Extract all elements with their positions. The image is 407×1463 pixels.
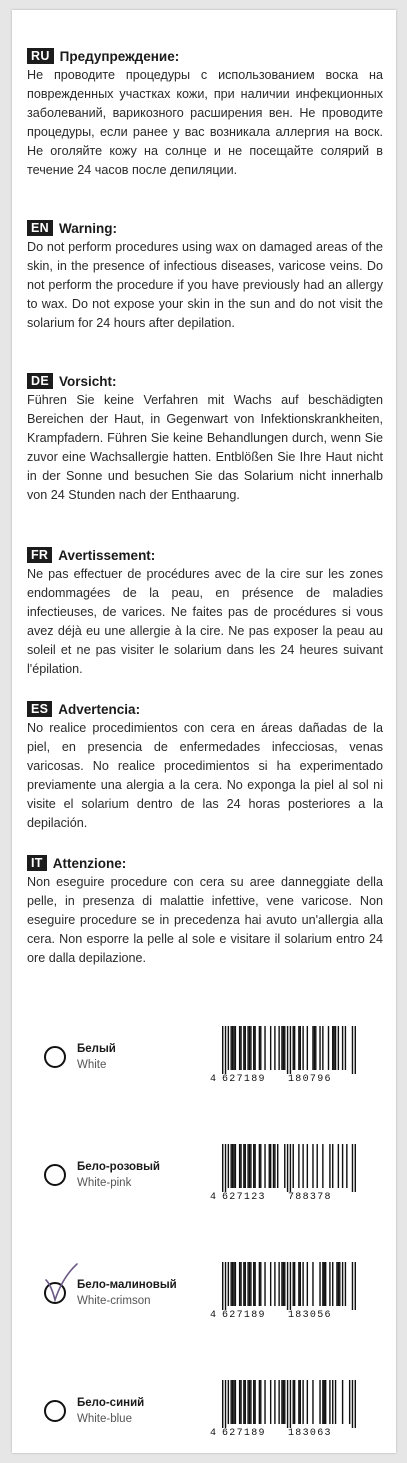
barcode-bar [302, 1144, 303, 1188]
barcode-bar [355, 1380, 356, 1428]
lang-code-badge: FR [27, 547, 52, 563]
barcode-bar [302, 1026, 303, 1070]
barcode-bar [338, 1026, 339, 1070]
barcode-bars [222, 1026, 356, 1074]
warning-text: No realice procedimientos con cera en áreas dañadas de la piel, en presencia de enfermedades infecciosas, venas varicosas. No realice procedimientos si ha experimentado previamente una alergia a la cera. No exponga la piel al sol ni visite el solarium dentro de las 24 horas posteriores a la depilación. [27, 721, 383, 830]
barcode-bar [328, 1026, 329, 1070]
barcode-bar [342, 1144, 343, 1188]
barcode-bar [259, 1262, 260, 1306]
variant-checkbox-circle [44, 1400, 66, 1422]
barcode-bar [249, 1144, 250, 1188]
warning-en [27, 219, 383, 333]
barcode-bars [222, 1262, 356, 1310]
warning-text: Не проводите процедуры с использованием воска на поврежденных участках кожи, при наличии инфекционных заболеваний, варикозного расширения вен. Не проводите процедуры, если ранее у вас возникала аллергия на воск. Не оголяйте кожу на солнце и не посещайте солярий в течение 24 часов после депиляции. [27, 68, 383, 177]
barcode-bar [239, 1380, 240, 1424]
barcode-bar [290, 1380, 291, 1428]
barcode-bars [222, 1380, 356, 1428]
barcode-bar [290, 1262, 291, 1310]
lang-code-badge: DE [27, 373, 53, 389]
barcode-bar [247, 1380, 248, 1424]
barcode-bar [264, 1144, 265, 1188]
barcode-bar [260, 1380, 261, 1424]
barcode-bar [270, 1026, 271, 1070]
barcode-bar [283, 1026, 284, 1070]
barcode-bar [293, 1144, 294, 1188]
barcode-bar [312, 1026, 313, 1070]
barcode-bar [290, 1026, 291, 1074]
variant-white-crimson [12, 1262, 396, 1332]
barcode-bar [322, 1144, 323, 1188]
barcode-bar [294, 1262, 295, 1306]
barcode-bar [239, 1026, 240, 1070]
barcode-bar [250, 1262, 251, 1306]
barcode-bar [355, 1144, 356, 1192]
barcode-bar [240, 1262, 241, 1306]
barcode-bar [322, 1262, 323, 1306]
barcode-bar [312, 1262, 313, 1306]
barcode-bar [228, 1026, 229, 1070]
variant-white-blue [12, 1380, 396, 1450]
variant-name-ru: Бело-синий [77, 1397, 145, 1409]
barcode-bar [324, 1380, 325, 1424]
barcode-bar [254, 1380, 255, 1424]
barcode-bar [332, 1026, 333, 1070]
barcode-bar [235, 1262, 236, 1306]
barcode-bar [225, 1262, 226, 1310]
barcode-bar [355, 1026, 356, 1074]
barcode-bar [240, 1026, 241, 1070]
barcode-bar [298, 1144, 299, 1188]
lang-code-badge: EN [27, 220, 53, 236]
barcode-digits-left: 627189 [222, 1310, 266, 1321]
barcode-bar [336, 1262, 337, 1306]
barcode-bar [245, 1262, 246, 1306]
barcode-bar [338, 1262, 339, 1306]
barcode-bar [228, 1262, 229, 1306]
barcode-bar [335, 1026, 336, 1070]
barcode-bar [243, 1380, 244, 1424]
barcode-bar [247, 1262, 248, 1306]
barcode-bar [260, 1262, 261, 1306]
barcode-bar [243, 1262, 244, 1306]
barcode-bar [245, 1380, 246, 1424]
lang-code-badge: ES [27, 701, 52, 717]
barcode-bar [281, 1262, 282, 1306]
barcode-bar [269, 1144, 270, 1188]
barcode-bar [352, 1144, 353, 1192]
barcode-bar [332, 1262, 333, 1306]
check-mark-icon [40, 1262, 80, 1302]
barcode-bar [287, 1144, 288, 1192]
barcode-digits-right: 183056 [288, 1310, 332, 1321]
barcode-bar [312, 1144, 313, 1188]
barcode-bar [342, 1026, 343, 1070]
warning-heading [27, 546, 383, 564]
barcode-bar [352, 1026, 353, 1074]
barcode-digit-first: 4 [210, 1192, 217, 1203]
barcode-bar [233, 1144, 234, 1188]
barcode-bar [243, 1026, 244, 1070]
barcode-bar [333, 1026, 334, 1070]
variant-name-en: White-blue [77, 1413, 132, 1425]
barcode [210, 1262, 358, 1321]
barcode-bar [278, 1380, 279, 1424]
barcode-bar [264, 1380, 265, 1424]
barcode-bar [345, 1026, 346, 1070]
variant-name-en: White [77, 1059, 107, 1071]
barcode-bar [312, 1380, 313, 1424]
barcode-bar [284, 1026, 285, 1070]
barcode-bar [240, 1144, 241, 1188]
warning-title: Предупреждение: [59, 48, 180, 64]
barcode-bar [349, 1380, 350, 1424]
barcode-bar [249, 1380, 250, 1424]
barcode-bar [329, 1380, 330, 1424]
barcode-bar [300, 1262, 301, 1306]
barcode-bar [247, 1026, 248, 1070]
barcode-bar [250, 1380, 251, 1424]
barcode-bar [300, 1026, 301, 1070]
barcode-bar [253, 1026, 254, 1070]
barcode-digits-left: 627123 [222, 1192, 266, 1203]
barcode-bar [228, 1380, 229, 1424]
barcode-bar [283, 1380, 284, 1424]
barcode-bar [329, 1144, 330, 1188]
barcode-bar [225, 1380, 226, 1428]
barcode-bar [249, 1026, 250, 1070]
barcode-bar [332, 1144, 333, 1188]
barcode-bar [222, 1026, 223, 1074]
barcode-bar [315, 1026, 316, 1070]
warning-text: Führen Sie keine Verfahren mit Wachs auf beschädigten Bereichen der Haut, in Gegenwart von Infektionskrankheiten, Krampfadern. Führen Sie keine Behandlungen durch, wenn Sie zuvor eine Wachsallergie hatten. Entblößen Sie Ihre Haut nicht in der Sonne und besuchen Sie das Solarium nicht innerhalb von 24 Stunden nach der Enthaarung. [27, 393, 383, 502]
barcode-bar [254, 1026, 255, 1070]
barcode-bar [233, 1262, 234, 1306]
barcode-bar [230, 1144, 231, 1188]
barcode-bar [249, 1262, 250, 1306]
barcode-bar [254, 1262, 255, 1306]
barcode-bar [298, 1262, 299, 1306]
variant-checkbox-circle [44, 1164, 66, 1186]
barcode-bar [284, 1144, 285, 1188]
barcode-bar [329, 1262, 330, 1306]
barcode-bar [232, 1144, 233, 1188]
barcode-bar [222, 1144, 223, 1192]
barcode-bars [222, 1144, 356, 1192]
barcode-bar [228, 1144, 229, 1188]
barcode-bar [283, 1262, 284, 1306]
barcode-bar [235, 1026, 236, 1070]
barcode-bar [346, 1144, 347, 1188]
barcode-bar [239, 1262, 240, 1306]
barcode-bar [270, 1380, 271, 1424]
barcode-bar [253, 1380, 254, 1424]
barcode-bar [332, 1380, 333, 1424]
barcode-bar [319, 1026, 320, 1070]
variant-white [12, 1026, 396, 1096]
barcode-digits-left: 627189 [222, 1428, 266, 1439]
barcode-bar [233, 1026, 234, 1070]
warning-title: Warning: [58, 220, 117, 236]
barcode-bar [232, 1380, 233, 1424]
barcode-bar [287, 1262, 288, 1310]
barcode-bar [254, 1144, 255, 1188]
lang-code-badge: IT [27, 855, 47, 871]
barcode-bar [335, 1380, 336, 1424]
warning-text: Non eseguire procedure con cera su aree danneggiate della pelle, in presenza di malattie infettive, vene varicose. Non eseguire procedure se in precedenza hai avuto un'allergia alla cera. Non esporre la pelle al sole e visitare il solarium entro 24 ore dalla depilazione. [27, 875, 383, 965]
barcode-bar [302, 1380, 303, 1424]
barcode-bar [250, 1144, 251, 1188]
barcode-bar [345, 1262, 346, 1306]
barcode-bar [319, 1380, 320, 1424]
barcode-bar [232, 1026, 233, 1070]
barcode-digit-first: 4 [210, 1428, 217, 1439]
barcode-bar [281, 1026, 282, 1070]
barcode-bar [294, 1026, 295, 1070]
barcode-bar [281, 1380, 282, 1424]
barcode-bar [273, 1144, 274, 1188]
barcode-bar [240, 1380, 241, 1424]
barcode-bar [325, 1380, 326, 1424]
barcode-bar [264, 1262, 265, 1306]
warning-text: Ne pas effectuer de procédures avec de la cire sur les zones endommagées de la peau, en présence de maladies infectieuses, de varices. Ne faites pas de procédures si vous avez déjà eu une allergie à la cire. Ne pas exposer la peau au soleil et ne pas visiter le solarium dans les 24 heures suivant l'épilation. [27, 567, 383, 676]
variant-name-ru: Бело-розовый [77, 1161, 160, 1173]
barcode-bar [243, 1144, 244, 1188]
barcode-bar [274, 1262, 275, 1306]
barcode-bar [232, 1262, 233, 1306]
variant-name-en: White-pink [77, 1177, 132, 1189]
barcode-bar [259, 1026, 260, 1070]
barcode-bar [245, 1026, 246, 1070]
barcode-bar [259, 1380, 260, 1424]
barcode-bar [235, 1380, 236, 1424]
barcode [210, 1380, 358, 1439]
barcode-bar [317, 1144, 318, 1188]
barcode-bar [352, 1380, 353, 1428]
warning-heading [27, 47, 383, 65]
warning-text: Do not perform procedures using wax on damaged areas of the skin, in the presence of infectious diseases, varicose veins. Do not perform the procedure if you have previously had an allergy to wax. Do not expose your skin in the sun and do not visit the solarium for 24 hours after depilation. [27, 240, 383, 330]
barcode-bar [342, 1262, 343, 1306]
warning-heading [27, 854, 383, 872]
barcode-bar [287, 1380, 288, 1428]
barcode-bar [293, 1380, 294, 1424]
barcode-bar [239, 1144, 240, 1188]
warning-heading [27, 700, 383, 718]
barcode-bar [260, 1144, 261, 1188]
warning-heading [27, 219, 383, 237]
barcode-bar [274, 1144, 275, 1188]
barcode-digits-right: 183063 [288, 1428, 332, 1439]
barcode-bar [339, 1262, 340, 1306]
barcode-bar [278, 1026, 279, 1070]
barcode-bar [294, 1380, 295, 1424]
barcode-bar [290, 1144, 291, 1192]
barcode-bar [277, 1144, 278, 1188]
barcode-bar [230, 1026, 231, 1070]
barcode-bar [233, 1380, 234, 1424]
barcode-bar [274, 1380, 275, 1424]
warning-title: Avertissement: [58, 547, 156, 563]
barcode-bar [355, 1262, 356, 1310]
barcode-digit-first: 4 [210, 1310, 217, 1321]
barcode-bar [247, 1144, 248, 1188]
warning-de [27, 372, 383, 505]
barcode-bar [253, 1262, 254, 1306]
barcode [210, 1144, 358, 1203]
barcode-bar [322, 1026, 323, 1070]
barcode-bar [338, 1144, 339, 1188]
barcode-bar [298, 1026, 299, 1070]
barcode-bar [253, 1144, 254, 1188]
barcode-digits-right: 788378 [288, 1192, 332, 1203]
barcode-bar [298, 1380, 299, 1424]
barcode-bar [222, 1262, 223, 1310]
barcode-bar [302, 1262, 303, 1306]
warning-es [27, 700, 383, 833]
barcode-bar [222, 1380, 223, 1428]
barcode-bar [235, 1144, 236, 1188]
variant-white-pink [12, 1144, 396, 1214]
warning-title: Attenzione: [52, 855, 127, 871]
barcode-bar [225, 1026, 226, 1074]
barcode-bar [307, 1144, 308, 1188]
variant-checkbox-circle [44, 1046, 66, 1068]
barcode [210, 1026, 358, 1085]
barcode-bar [260, 1026, 261, 1070]
barcode-bar [293, 1262, 294, 1306]
barcode-bar [278, 1262, 279, 1306]
warning-it [27, 854, 383, 968]
barcode-bar [225, 1144, 226, 1192]
barcode-bar [352, 1262, 353, 1310]
barcode-bar [287, 1026, 288, 1074]
barcode-bar [270, 1144, 271, 1188]
barcode-bar [274, 1026, 275, 1070]
warning-title: Vorsicht: [58, 373, 117, 389]
barcode-bar [307, 1026, 308, 1070]
variant-name-ru: Белый [77, 1043, 116, 1055]
barcode-bar [322, 1380, 323, 1424]
barcode-bar [245, 1144, 246, 1188]
warning-fr [27, 546, 383, 679]
packaging-panel [12, 10, 396, 1453]
barcode-bar [293, 1026, 294, 1070]
barcode-bar [230, 1262, 231, 1306]
barcode-bar [319, 1262, 320, 1306]
barcode-bar [264, 1026, 265, 1070]
barcode-bar [284, 1262, 285, 1306]
barcode-bar [324, 1262, 325, 1306]
barcode-bar [342, 1380, 343, 1424]
lang-code-badge: RU [27, 48, 54, 64]
barcode-bar [325, 1262, 326, 1306]
variant-name-ru: Бело-малиновый [77, 1279, 177, 1291]
barcode-digit-first: 4 [210, 1074, 217, 1085]
barcode-bar [250, 1026, 251, 1070]
warning-ru [27, 47, 383, 180]
barcode-bar [307, 1262, 308, 1306]
barcode-bar [314, 1026, 315, 1070]
warning-title: Advertencia: [58, 701, 141, 717]
barcode-bar [300, 1380, 301, 1424]
barcode-bar [270, 1262, 271, 1306]
barcode-bar [307, 1380, 308, 1424]
barcode-bar [259, 1144, 260, 1188]
barcode-digits-right: 180796 [288, 1074, 332, 1085]
warning-heading [27, 372, 383, 390]
barcode-bar [284, 1380, 285, 1424]
barcode-bar [230, 1380, 231, 1424]
barcode-digits-left: 627189 [222, 1074, 266, 1085]
variant-name-en: White-crimson [77, 1295, 151, 1307]
